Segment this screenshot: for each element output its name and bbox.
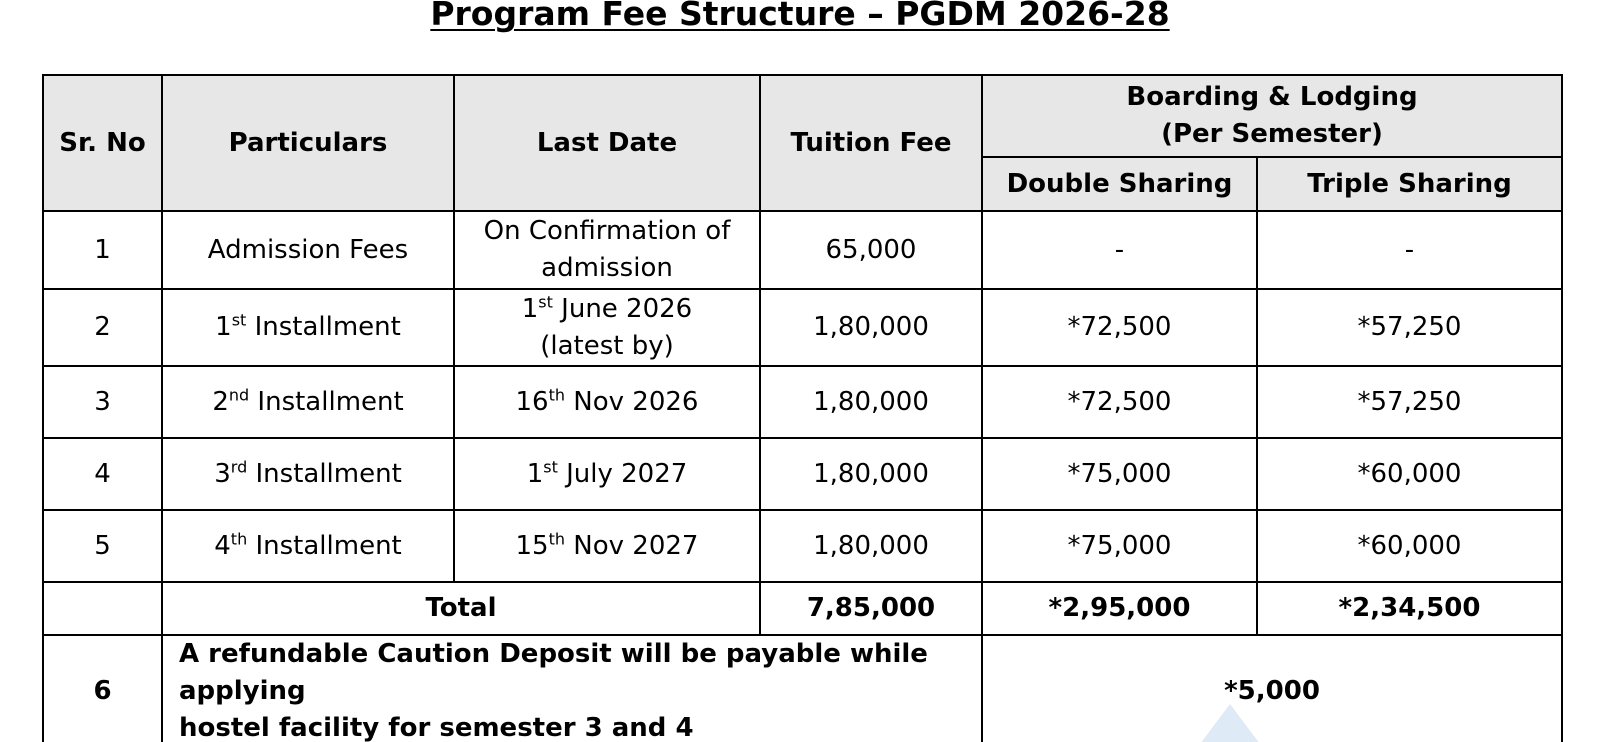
cell-triple-sharing: *60,000 <box>1257 510 1562 582</box>
cell-tuition-fee: 65,000 <box>760 211 982 289</box>
deposit-sr-no: 6 <box>43 635 162 742</box>
cell-last-date: On Confirmation of admission <box>454 211 760 289</box>
deposit-description: A refundable Caution Deposit will be payable while applying hostel facility for semester 3 and 4 <box>162 635 982 742</box>
cell-tuition-fee: 1,80,000 <box>760 289 982 366</box>
cell-sr-no: 4 <box>43 438 162 510</box>
cell-particulars: 4th Installment <box>162 510 454 582</box>
cell-double-sharing: *75,000 <box>982 438 1257 510</box>
header-sr-no: Sr. No <box>43 75 162 211</box>
total-tuition-fee: 7,85,000 <box>760 582 982 635</box>
cell-double-sharing: *75,000 <box>982 510 1257 582</box>
cell-triple-sharing: *60,000 <box>1257 438 1562 510</box>
deposit-row <box>43 635 1562 742</box>
page-title: Program Fee Structure – PGDM 2026-28 <box>430 0 1170 33</box>
total-label: Total <box>162 582 760 635</box>
cell-double-sharing: - <box>982 211 1257 289</box>
cell-sr-no: 3 <box>43 366 162 438</box>
cell-tuition-fee: 1,80,000 <box>760 366 982 438</box>
cell-particulars: Admission Fees <box>162 211 454 289</box>
fee-table-body <box>43 211 1562 742</box>
cell-last-date: 1st June 2026 (latest by) <box>454 289 760 366</box>
table-row <box>43 211 1562 289</box>
header-row-1 <box>43 75 1562 157</box>
cell-last-date: 15th Nov 2027 <box>454 510 760 582</box>
header-boarding-lodging <box>982 75 1562 157</box>
cell-double-sharing: *72,500 <box>982 366 1257 438</box>
deposit-amount: *5,000 <box>982 635 1562 742</box>
header-last-date: Last Date <box>454 75 760 211</box>
total-row <box>43 582 1562 635</box>
cell-sr-no: 1 <box>43 211 162 289</box>
table-row <box>43 366 1562 438</box>
cell-sr-no: 5 <box>43 510 162 582</box>
cell-sr-no: 2 <box>43 289 162 366</box>
header-particulars: Particulars <box>162 75 454 211</box>
fee-table <box>42 74 1563 742</box>
cell-double-sharing: *72,500 <box>982 289 1257 366</box>
cell-particulars: 3rd Installment <box>162 438 454 510</box>
table-row <box>43 438 1562 510</box>
cell-last-date: 16th Nov 2026 <box>454 366 760 438</box>
table-row <box>43 289 1562 366</box>
cell-tuition-fee: 1,80,000 <box>760 510 982 582</box>
cell-triple-sharing: *57,250 <box>1257 366 1562 438</box>
cell-last-date: 1st July 2027 <box>454 438 760 510</box>
header-boarding-line2: (Per Semester) <box>1161 119 1383 149</box>
header-double-sharing: Double Sharing <box>982 157 1257 211</box>
cell-total-empty <box>43 582 162 635</box>
watermark-shape <box>1185 704 1275 742</box>
header-triple-sharing: Triple Sharing <box>1257 157 1562 211</box>
cell-particulars: 2nd Installment <box>162 366 454 438</box>
total-double-sharing: *2,95,000 <box>982 582 1257 635</box>
cell-triple-sharing: *57,250 <box>1257 289 1562 366</box>
table-row <box>43 510 1562 582</box>
header-tuition-fee: Tuition Fee <box>760 75 982 211</box>
header-boarding-line1: Boarding & Lodging <box>1126 82 1418 112</box>
cell-tuition-fee: 1,80,000 <box>760 438 982 510</box>
cell-particulars: 1st Installment <box>162 289 454 366</box>
total-triple-sharing: *2,34,500 <box>1257 582 1562 635</box>
cell-triple-sharing: - <box>1257 211 1562 289</box>
